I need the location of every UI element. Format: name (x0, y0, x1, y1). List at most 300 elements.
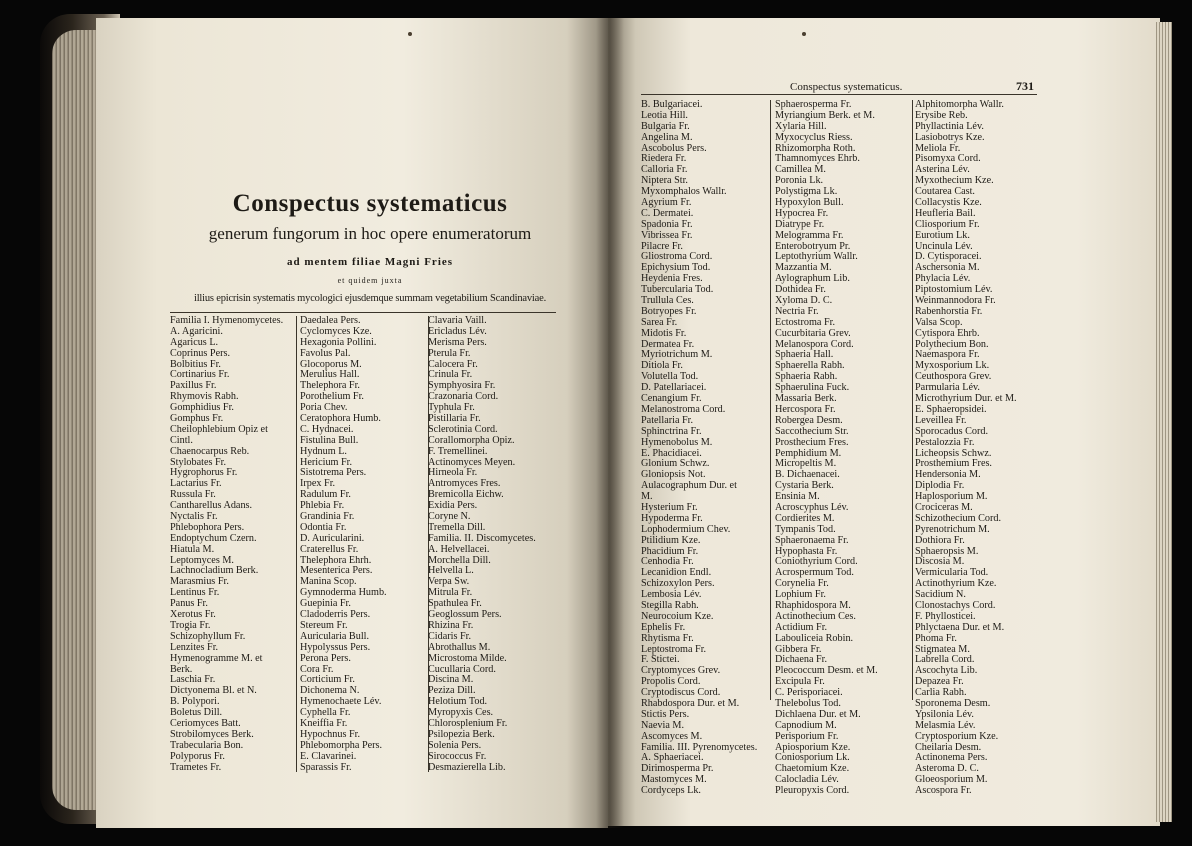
list-item: Ypsilonia Lév. (915, 708, 974, 720)
list-item: Naevia M. (641, 719, 684, 731)
list-item: Pemphidium M. (775, 447, 842, 459)
list-item: Tremella Dill. (428, 521, 486, 533)
list-item: Schizophyllum Fr. (170, 630, 246, 642)
list-item: Sphaeria Hall. (775, 349, 834, 361)
list-item: Grandinia Fr. (300, 511, 355, 523)
list-item: Myriangium Berk. et M. (775, 109, 875, 121)
list-item: Dichaena Fr. (775, 654, 828, 666)
list-item: F. Tremellinei. (428, 445, 488, 457)
list-item: Ceuthospora Grev. (915, 371, 992, 383)
list-item: Crinula Fr. (428, 369, 473, 381)
list-item: Coniosporium Lk. (775, 752, 850, 764)
list-item: Solenia Pers. (428, 739, 482, 751)
list-item: Phyllactinia Lév. (915, 120, 984, 132)
list-item: Sporocadus Cord. (915, 425, 989, 437)
list-item: Acrospermum Tod. (775, 567, 854, 579)
list-item: Mesenterica Pers. (300, 565, 373, 577)
list-item: Gymnoderma Humb. (300, 587, 387, 599)
list-item: Familia. III. Pyrenomycetes. (641, 741, 758, 753)
list-item: Microthyrium Dur. et M. (915, 393, 1017, 405)
list-item: Hydnum L. (300, 445, 347, 457)
list-item: Cryptomyces Grev. (641, 665, 721, 677)
list-item: Exidia Pers. (428, 500, 478, 512)
list-item: Dirimosperma Pr. (641, 763, 714, 775)
list-item: Sphaerulina Fuck. (775, 382, 850, 394)
list-item: Coniothyrium Cord. (775, 556, 858, 568)
list-item: Aschersonia M. (915, 262, 980, 274)
list-item: Trabecularia Bon. (170, 739, 244, 751)
list-item: Massaria Berk. (775, 393, 837, 405)
list-item: Hysterium Fr. (641, 501, 698, 513)
title-subtitle: generum fungorum in hoc opere enumeratorum (208, 224, 532, 243)
list-item: Laschia Fr. (170, 674, 216, 686)
list-item: Acroscyphus Lév. (775, 501, 849, 513)
list-item: Pilacre Fr. (641, 240, 683, 252)
list-item: Capnodium M. (775, 719, 837, 731)
list-item: Rhizomorpha Roth. (775, 142, 856, 154)
list-item: Sphaerosperma Fr. (775, 99, 852, 110)
list-item: Dothidea Fr. (775, 284, 826, 296)
list-item: Berk. (170, 663, 193, 675)
list-item: Cystaria Berk. (775, 480, 834, 492)
list-item: Boletus Dill. (170, 707, 223, 719)
list-item: Schizothecium Cord. (915, 512, 1002, 524)
list-item: Asteroma D. C. (915, 763, 979, 775)
list-item: Hypochnus Fr. (300, 728, 360, 740)
title-block (150, 190, 590, 304)
list-item: Melanospora Cord. (775, 338, 854, 350)
list-item: Sirococcus Fr. (428, 750, 487, 762)
list-item: Enterobotryum Pr. (775, 240, 851, 252)
list-item: Heufleria Bail. (915, 207, 976, 219)
list-item: Xerotus Fr. (170, 609, 216, 621)
list-item: Russula Fr. (170, 489, 216, 501)
list-item: Thelephora Ehrh. (300, 554, 372, 566)
list-item: F. Phyllosticei. (915, 610, 976, 622)
list-item: Sphaeria Rabh. (775, 371, 838, 383)
list-item: Crociceras M. (915, 501, 973, 513)
list-item: Lophodermium Chev. (641, 523, 731, 535)
list-item: Ceratophora Humb. (300, 413, 381, 425)
list-item: Asterina Lév. (915, 164, 970, 176)
list-item: Sphaerella Rabh. (775, 360, 845, 372)
list-item: Phlebophora Pers. (170, 521, 245, 533)
list-item: Lasiobotrys Kze. (915, 131, 985, 143)
list-item: Gomphus Fr. (170, 413, 224, 425)
list-item: Bolbitius Fr. (170, 358, 221, 370)
list-item: Hypoxylon Bull. (775, 197, 844, 209)
list-item: Typhula Fr. (428, 402, 475, 414)
list-item: Chlorosplenium Fr. (428, 717, 508, 729)
list-item: Prosthecium Fres. (775, 436, 849, 448)
list-item: Thamnomyces Ehrb. (775, 153, 860, 165)
list-item: Cyclomyces Kze. (300, 325, 372, 337)
list-item: Piptostomium Lév. (915, 284, 993, 296)
list-item: Discina M. (428, 674, 474, 686)
list-item: D. Auricularini. (300, 532, 365, 544)
list-item: Verpa Sw. (428, 576, 470, 588)
title-long: illius epicrisin systematis mycologici ejusdemque summam vegetabilium Scandinaviae. (194, 293, 546, 304)
list-item: Odontia Fr. (300, 521, 347, 533)
list-item: Vermicularia Tod. (915, 567, 989, 579)
list-item: Bulgaria Fr. (641, 120, 690, 132)
list-item: Diatrype Fr. (775, 218, 825, 230)
list-item: D. Cytisporacei. (915, 251, 982, 263)
list-item: Fistulina Bull. (300, 434, 359, 446)
list-item: Phlyctaena Dur. et M. (915, 621, 1005, 633)
page-edges-right (1156, 22, 1172, 822)
list-item: Nyctalis Fr. (170, 511, 218, 523)
list-item: Niptera Str. (641, 175, 688, 187)
list-item: Trogia Fr. (170, 619, 211, 631)
title-author: ad mentem filiae Magni Fries (286, 256, 454, 268)
list-item: Cucurbitaria Grev. (775, 327, 851, 339)
book-gutter (596, 18, 624, 828)
list-item: Hygrophorus Fr. (170, 467, 238, 479)
list-item: Gomphidius Fr. (170, 402, 234, 414)
list-item: Ascobolus Pers. (641, 142, 707, 154)
right-column-3 (915, 100, 1055, 797)
list-item: Collacystis Kze. (915, 197, 982, 209)
list-item: Robergea Desm. (775, 414, 843, 426)
list-item: Cucullaria Cord. (428, 663, 496, 675)
header-rule (641, 94, 1037, 95)
list-item: Corallomorpha Opiz. (428, 434, 515, 446)
list-item: Actinothecium Ces. (775, 610, 856, 622)
list-item: Thelephora Fr. (300, 380, 360, 392)
list-item: Daedalea Pers. (300, 315, 361, 326)
list-item: Myropyxis Ces. (428, 707, 494, 719)
list-item: Polyporus Fr. (170, 750, 225, 762)
list-item: Hericium Fr. (300, 456, 353, 468)
list-item: Gliostroma Cord. (641, 251, 713, 263)
list-item: Xylaria Hill. (775, 120, 827, 132)
list-item: Aylographum Lib. (775, 273, 850, 285)
list-item: Cortinarius Fr. (170, 369, 230, 381)
list-item: M. (641, 491, 653, 503)
list-item: Poria Chev. (300, 402, 348, 414)
list-item: Corticium Fr. (300, 674, 355, 686)
list-item: Sporonema Desm. (915, 697, 991, 709)
list-item: Radulum Fr. (300, 489, 351, 501)
list-item: A. Helvellacei. (428, 543, 490, 555)
list-item: Poronia Lk. (775, 175, 824, 187)
list-item: Kneiffia Fr. (300, 717, 348, 729)
list-item: Neurocoium Kze. (641, 610, 714, 622)
list-item: Actinothyrium Kze. (915, 578, 997, 590)
list-item: Marasmius Fr. (170, 576, 229, 588)
list-item: Hercospora Fr. (775, 403, 836, 415)
list-item: Glocoporus M. (300, 358, 362, 370)
list-item: B. Dichaenacei. (775, 469, 840, 481)
list-item: Hiatula M. (170, 543, 215, 555)
list-item: Melogramma Fr. (775, 229, 844, 241)
list-item: Coprinus Pers. (170, 347, 230, 359)
list-item: Epichysium Tod. (641, 262, 711, 274)
list-item: Cladoderris Pers. (300, 609, 371, 621)
list-item: Cyphella Fr. (300, 707, 351, 719)
list-item: Perona Pers. (300, 652, 351, 664)
list-item: Glonium Schwz. (641, 458, 710, 470)
list-item: Gloeosporium M. (915, 774, 988, 786)
list-item: B. Bulgariacei. (641, 99, 703, 110)
list-item: Tubercularia Tod. (641, 284, 714, 296)
list-item: Leptothyrium Wallr. (775, 251, 858, 263)
list-item: B. Polypori. (170, 696, 220, 708)
list-item: Endoptychum Czern. (170, 532, 257, 544)
list-item: F. Stictei. (641, 654, 680, 666)
list-item: Sclerotinia Cord. (428, 423, 498, 435)
page-number: 731 (1016, 79, 1034, 93)
list-item: Eurotium Lk. (915, 229, 970, 241)
list-item: Auricularia Bull. (300, 630, 370, 642)
list-item: Cordierites M. (775, 512, 835, 524)
right-column-2 (775, 100, 915, 797)
list-item: Hymenochaete Lév. (300, 696, 382, 708)
list-item: Corynelia Fr. (775, 578, 829, 590)
list-item: Clavaria Vaill. (428, 315, 487, 326)
list-item: Morchella Dill. (428, 554, 491, 566)
list-item: Camillea M. (775, 164, 826, 176)
right-column-1 (641, 100, 771, 797)
list-item: E. Phacidiacei. (641, 447, 702, 459)
list-item: Bremicolla Eichw. (428, 489, 504, 501)
list-item: Favolus Pal. (300, 347, 351, 359)
list-item: Cantharellus Adans. (170, 500, 253, 512)
list-item: Ephelis Fr. (641, 621, 686, 633)
list-item: E. Sphaeropsidei. (915, 403, 987, 415)
list-item: Clonostachys Cord. (915, 599, 996, 611)
list-item: Mazzantia M. (775, 262, 832, 274)
list-item: Cytispora Ehrb. (915, 327, 980, 339)
list-item: Heydenia Fres. (641, 273, 703, 285)
list-item: Alphitomorpha Wallr. (915, 99, 1004, 110)
list-item: Stictis Pers. (641, 708, 690, 720)
list-item: Phacidium Fr. (641, 545, 699, 557)
list-item: Ptilidium Kze. (641, 534, 701, 546)
list-item: Leptomyces M. (170, 554, 234, 566)
pin-mark (802, 32, 806, 36)
list-item: Aulacographum Dur. et (641, 480, 737, 492)
list-item: Hymenogramme M. et (170, 652, 263, 664)
list-item: Polystigma Lk. (775, 186, 838, 198)
page-title: Conspectus systematicus (232, 190, 508, 217)
list-item: Strobilomyces Berk. (170, 728, 254, 740)
list-item: Cheilaria Desm. (915, 741, 982, 753)
list-item: Myxocyclus Riess. (775, 131, 853, 143)
list-item: Coutarea Cast. (915, 186, 975, 198)
list-item: Craterellus Fr. (300, 543, 359, 555)
list-item: Midotis Fr. (641, 327, 687, 339)
list-item: Erysibe Reb. (915, 109, 968, 121)
list-item: Vibrissea Fr. (641, 229, 693, 241)
list-item: Lophium Fr. (775, 589, 826, 601)
list-item: Pleuropyxis Cord. (775, 785, 850, 797)
list-item: Merulius Hall. (300, 369, 360, 381)
list-item: Cheilophlebium Opiz et (170, 423, 268, 435)
list-item: Phylacia Lév. (915, 273, 971, 285)
list-item: Micropeltis M. (775, 458, 837, 470)
list-item: Licheopsis Schwz. (915, 447, 992, 459)
list-item: Cordyceps Lk. (641, 785, 701, 797)
list-item: Phoma Fr. (915, 632, 957, 644)
list-item: Hymenobolus M. (641, 436, 713, 448)
list-item: Calocera Fr. (428, 358, 478, 370)
list-item: Lactarius Fr. (170, 478, 222, 490)
list-item: Crazonaria Cord. (428, 391, 499, 403)
list-item: Stereum Fr. (300, 619, 348, 631)
list-item: Hypocrea Fr. (775, 207, 829, 219)
list-item: Lembosia Lév. (641, 589, 702, 601)
list-item: Sparassis Fr. (300, 761, 352, 773)
list-item: Actidium Fr. (775, 621, 828, 633)
list-item: Ascochyta Lib. (915, 665, 978, 677)
list-item: Peziza Dill. (428, 685, 476, 697)
list-item: Calloria Fr. (641, 164, 688, 176)
list-item: Pterula Fr. (428, 347, 471, 359)
list-item: Trametes Fr. (170, 761, 222, 773)
list-item: E. Clavarinei. (300, 750, 357, 762)
list-item: Angelina M. (641, 131, 693, 143)
list-item: Cora Fr. (300, 663, 334, 675)
list-item: Prosthemium Fres. (915, 458, 992, 470)
list-item: Nectria Fr. (775, 305, 819, 317)
list-item: Dothiora Fr. (915, 534, 965, 546)
list-item: Hexagonia Pollini. (300, 336, 377, 348)
list-item: C. Hydnacei. (300, 423, 354, 435)
list-item: Meliola Fr. (915, 142, 961, 154)
list-item: Cliosporium Fr. (915, 218, 980, 230)
list-item: Ceriomyces Batt. (170, 717, 241, 729)
list-item: Melasmia Lév. (915, 719, 976, 731)
list-item: C. Perisporiacei. (775, 687, 843, 699)
list-item: Psilopezia Berk. (428, 728, 495, 740)
list-item: Myxomphalos Wallr. (641, 186, 727, 198)
list-item: Stigmatea M. (915, 643, 970, 655)
list-item: Pyrenotrichum M. (915, 523, 990, 535)
list-item: Chaetomium Kze. (775, 763, 850, 775)
list-item: Labrella Cord. (915, 654, 975, 666)
list-item: Rhytisma Fr. (641, 632, 694, 644)
list-item: Rhizina Fr. (428, 619, 474, 631)
list-item: Polythecium Bon. (915, 338, 989, 350)
list-item: Leveillea Fr. (915, 414, 967, 426)
list-item: Hypolyssus Pers. (300, 641, 371, 653)
list-item: Panus Fr. (170, 598, 208, 610)
list-item: Ericladus Lév. (428, 325, 487, 337)
list-item: Abrothallus M. (428, 641, 491, 653)
list-item: Myxosporium Lk. (915, 360, 990, 372)
list-item: Dichonema N. (300, 685, 360, 697)
list-item: Hypoderma Fr. (641, 512, 703, 524)
list-item: Symphyosira Fr. (428, 380, 496, 392)
list-item: A. Agaricini. (170, 325, 223, 337)
list-item: Hirneola Fr. (428, 467, 478, 479)
running-header: Conspectus systematicus. (790, 81, 903, 93)
list-item: Pisomyxa Cord. (915, 153, 981, 165)
list-item: Botryopes Fr. (641, 305, 697, 317)
list-item: Lachnocladium Berk. (170, 565, 259, 577)
left-column-3 (428, 316, 556, 773)
list-item: A. Sphaeriacei. (641, 752, 704, 764)
list-item: Haplosporium M. (915, 491, 988, 503)
list-item: Familia. II. Discomycetes. (428, 532, 536, 544)
list-item: Mitrula Fr. (428, 587, 473, 599)
list-item: Myxothecium Kze. (915, 175, 994, 187)
list-item: Labouliceia Robin. (775, 632, 854, 644)
title-small: et quidem juxta (337, 276, 403, 285)
list-item: Pleococcum Desm. et M. (775, 665, 878, 677)
list-item: C. Dermatei. (641, 207, 694, 219)
list-item: Helotium Tod. (428, 696, 488, 708)
list-item: Phlebomorpha Pers. (300, 739, 383, 751)
list-item: Merisma Pers. (428, 336, 487, 348)
list-item: Microstoma Milde. (428, 652, 507, 664)
list-item: Irpex Fr. (300, 478, 336, 490)
list-item: Cenhodia Fr. (641, 556, 694, 568)
list-item: Calocladia Lév. (775, 774, 839, 786)
list-item: Patellaria Fr. (641, 414, 694, 426)
list-item: Depazea Fr. (915, 676, 964, 688)
list-item: Parmularia Lév. (915, 382, 980, 394)
list-item: Weinmannodora Fr. (915, 295, 996, 307)
list-item: Antromyces Fres. (428, 478, 501, 490)
list-item: Diplodia Fr. (915, 480, 965, 492)
list-item: Sistotrema Pers. (300, 467, 367, 479)
list-item: Cenangium Fr. (641, 393, 702, 405)
list-item: Rhymovis Rabh. (170, 391, 239, 403)
list-item: Ensinia M. (775, 491, 820, 503)
list-item: Actinomyces Meyen. (428, 456, 516, 468)
list-item: Spathulea Fr. (428, 598, 482, 610)
list-item: Sphinctrina Fr. (641, 425, 702, 437)
list-item: Leptostroma Fr. (641, 643, 707, 655)
list-item: Ascospora Fr. (915, 785, 972, 797)
list-item: Stegilla Rabh. (641, 599, 699, 611)
list-item: Myriotrichum M. (641, 349, 713, 361)
pin-mark (408, 32, 412, 36)
list-item: Schizoxylon Pers. (641, 578, 715, 590)
left-column-2 (300, 316, 428, 773)
list-item: Pestalozzia Fr. (915, 436, 975, 448)
list-item: Dichlaena Dur. et M. (775, 708, 861, 720)
list-item: Phlebia Fr. (300, 500, 345, 512)
list-item: Ectostroma Fr. (775, 316, 835, 328)
list-item: Apiosporium Kze. (775, 741, 851, 753)
column-rule (170, 312, 556, 313)
list-item: Sphaeropsis M. (915, 545, 979, 557)
list-item: Saccothecium Str. (775, 425, 849, 437)
list-item: Riedera Fr. (641, 153, 687, 165)
list-item: Rhaphidospora M. (775, 599, 851, 611)
list-item: Tympanis Tod. (775, 523, 836, 535)
left-column-1 (170, 316, 305, 773)
list-item: Discosia M. (915, 556, 965, 568)
list-item: Rhabdospora Dur. et M. (641, 697, 740, 709)
list-item: Volutella Tod. (641, 371, 699, 383)
list-item: Manina Scop. (300, 576, 357, 588)
list-item: Excipula Fr. (775, 676, 825, 688)
list-item: Sacidium N. (915, 589, 966, 601)
list-item: Guepinia Fr. (300, 598, 351, 610)
list-item: Uncinula Lév. (915, 240, 973, 252)
list-item: Coryne N. (428, 511, 471, 523)
list-item: Gibbera Fr. (775, 643, 822, 655)
list-item: Paxillus Fr. (170, 380, 217, 392)
list-item: Mastomyces M. (641, 774, 707, 786)
list-item: Pistillaria Fr. (428, 413, 481, 425)
list-item: Hendersonia M. (915, 469, 981, 481)
